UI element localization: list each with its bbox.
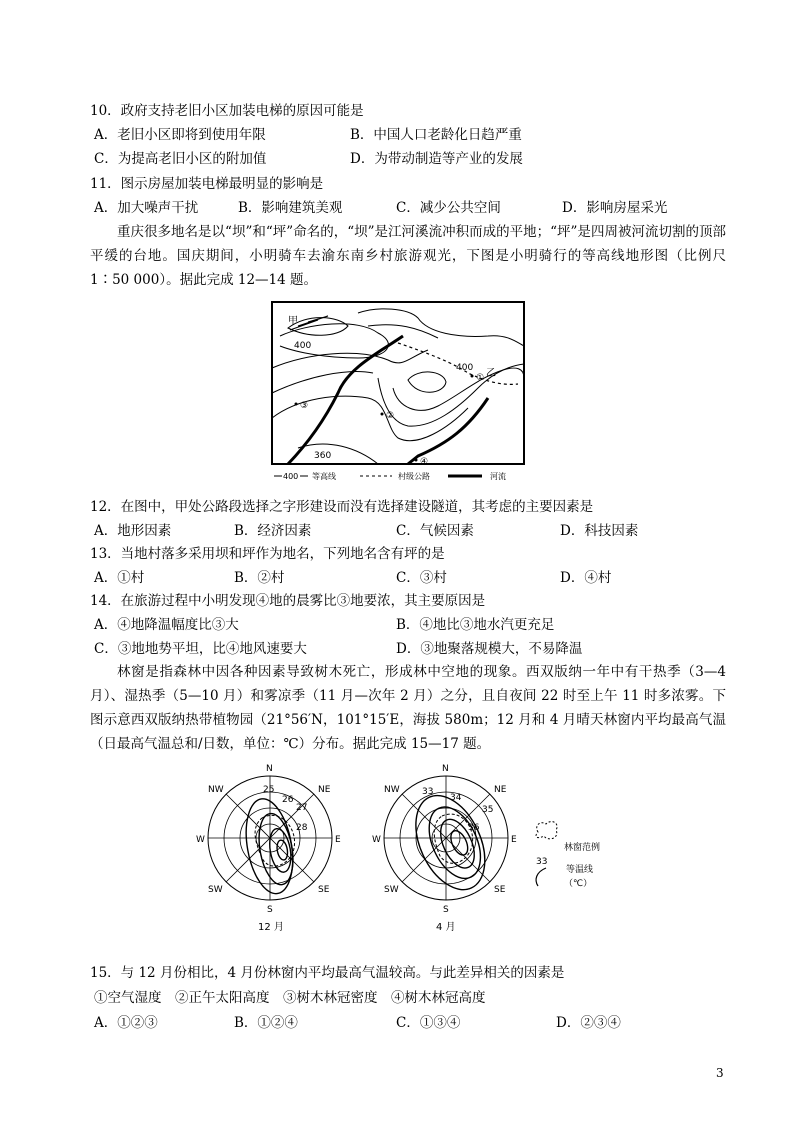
apr-iso-34: 34 <box>450 793 462 803</box>
legend-gap-label: 林窗范例 <box>564 843 601 853</box>
q15-option-c: C．①③④ <box>396 1015 461 1031</box>
q11-stem: 11．图示房屋加装电梯最明显的影响是 <box>90 176 324 192</box>
q12-option-b: B．经济因素 <box>234 523 312 539</box>
dec-dir-ne: NE <box>318 785 331 795</box>
legend-iso-symbol <box>536 868 546 886</box>
q15-stem: 15．与 12 月份相比，4 月份林窗内平均最高气温较高。与此差异相关的因素是 <box>90 965 565 981</box>
legend-gap-symbol <box>536 822 557 839</box>
contour-label-400-a: 400 <box>294 341 312 351</box>
q15-option-b: B．①②④ <box>234 1015 298 1031</box>
contour-label-360: 360 <box>314 451 332 461</box>
passage-ba-ping-text: 重庆很多地名是以“坝”和“坪”命名的，“坝”是江河溪流冲积而成的平地；“坪”是四周被河流切割的顶部平缓的台地。国庆期间，小明骑车去渝东南乡村旅游观光，下图是小明骑行的等高线地形图（比例尺 1∶50 000）。据此完成 12—14 题。 <box>90 224 726 288</box>
q12-option-c: C．气候因素 <box>396 523 474 539</box>
map-label-jia: 甲 <box>288 316 298 327</box>
q15-option-d: D．②③④ <box>556 1015 621 1031</box>
q15-items: ①空气湿度 ②正午太阳高度 ③树木林冠密度 ④树木林冠高度 <box>94 990 486 1006</box>
dec-iso-28: 28 <box>296 823 308 833</box>
apr-iso-36: 36 <box>468 823 480 833</box>
dec-dir-n: N <box>266 764 273 774</box>
apr-iso-35: 35 <box>482 805 494 815</box>
legend-river: 河流 <box>490 472 506 481</box>
dec-dir-sw: SW <box>208 885 223 895</box>
dec-caption: 12 月 <box>258 922 284 933</box>
passage-ba-ping <box>90 220 726 292</box>
dec-dir-s: S <box>267 905 273 915</box>
q12-option-d: D．科技因素 <box>560 523 639 539</box>
legend-iso-value: 33 <box>536 857 548 867</box>
q12-option-a: A．地形因素 <box>94 523 172 539</box>
december-dial <box>208 776 332 900</box>
apr-dir-s: S <box>443 905 449 915</box>
q11-option-a: A．加大噪声干扰 <box>94 200 199 216</box>
dec-iso-26: 26 <box>282 795 294 805</box>
q10-option-d: D．为带动制造等产业的发展 <box>350 151 523 167</box>
dec-dir-se: SE <box>318 885 330 895</box>
passage-forest-gap-text: 林窗是指森林中因各种因素导致树木死亡，形成林中空地的现象。西双版纳一年中有干热季（3—4 月）、湿热季（5—10 月）和雾凉季（11 月—次年 2 月）之分，且自夜间 22 时至上午 11 时多浓雾。下图示意西双版纳热带植物园（21°56′N，101°15′E，海拔 580m；12 月和 4 月晴天林窗内平均最高气温（日最高气温总和/日数，单位：℃）分布。据此完成 15—17 题。 <box>90 664 726 752</box>
q13-option-a: A．①村 <box>94 570 145 586</box>
apr-iso-33: 33 <box>422 787 434 797</box>
april-dial <box>384 776 508 901</box>
apr-dir-nw: NW <box>384 785 400 795</box>
apr-dir-n: N <box>442 764 449 774</box>
legend-iso-label: 等温线 <box>566 865 594 875</box>
q11-option-c: C．减少公共空间 <box>396 200 501 216</box>
q14-option-a: A．④地降温幅度比③大 <box>94 617 239 633</box>
map-label-1: ① <box>476 373 485 383</box>
apr-dir-se: SE <box>494 885 506 895</box>
dec-dir-w: W <box>196 835 205 845</box>
apr-dir-e: E <box>511 835 517 845</box>
apr-dir-w: W <box>372 835 381 845</box>
q15-option-a: A．①②③ <box>94 1015 158 1031</box>
q10-option-c: C．为提高老旧小区的附加值 <box>94 151 267 167</box>
dec-iso-25: 25 <box>263 785 275 795</box>
legend-village-road: 村级公路 <box>398 472 430 481</box>
q13-stem: 13．当地村落多采用坝和坪作为地名，下列地名含有坪的是 <box>90 546 445 562</box>
q13-option-d: D．④村 <box>560 570 612 586</box>
page-number: 3 <box>716 1066 724 1080</box>
map-label-3: ③ <box>300 401 309 411</box>
apr-dir-ne: NE <box>494 785 507 795</box>
q14-stem: 14．在旅游过程中小明发现④地的晨雾比③地要浓，其主要原因是 <box>90 593 486 609</box>
legend-contour: 等高线 <box>312 472 336 481</box>
apr-caption: 4 月 <box>436 922 456 933</box>
q10-option-b: B．中国人口老龄化日趋严重 <box>350 127 522 143</box>
map-label-2: ② <box>386 411 395 421</box>
passage-forest-gap <box>90 660 726 756</box>
q14-option-d: D．③地聚落规模大，不易降温 <box>396 641 583 657</box>
isotherm-figure <box>196 760 636 945</box>
dec-dir-nw: NW <box>208 785 224 795</box>
contour-map <box>268 298 528 488</box>
q11-option-d: D．影响房屋采光 <box>562 200 668 216</box>
q13-option-b: B．②村 <box>234 570 285 586</box>
legend-contour-value: 400 <box>283 472 299 481</box>
q10-option-a: A．老旧小区即将到使用年限 <box>94 127 266 143</box>
dec-iso-27: 27 <box>296 803 308 813</box>
contour-label-400-b: 400 <box>456 363 474 373</box>
dec-dir-e: E <box>335 835 341 845</box>
q12-stem: 12．在图中，甲处公路段选择之字形建设而没有选择建设隧道，其考虑的主要因素是 <box>90 499 594 515</box>
q10-stem: 10．政府支持老旧小区加装电梯的原因可能是 <box>90 103 364 119</box>
q13-option-c: C．③村 <box>396 570 447 586</box>
map-label-4: ④ <box>420 457 429 467</box>
map-label-yi: 乙 <box>486 368 496 379</box>
legend-iso-unit: （℃） <box>564 879 593 889</box>
apr-dir-sw: SW <box>384 885 399 895</box>
q14-option-b: B．④地比③地水汽更充足 <box>396 617 555 633</box>
q11-option-b: B．影响建筑美观 <box>238 200 343 216</box>
q14-option-c: C．③地地势平坦，比④地风速要大 <box>94 641 307 657</box>
